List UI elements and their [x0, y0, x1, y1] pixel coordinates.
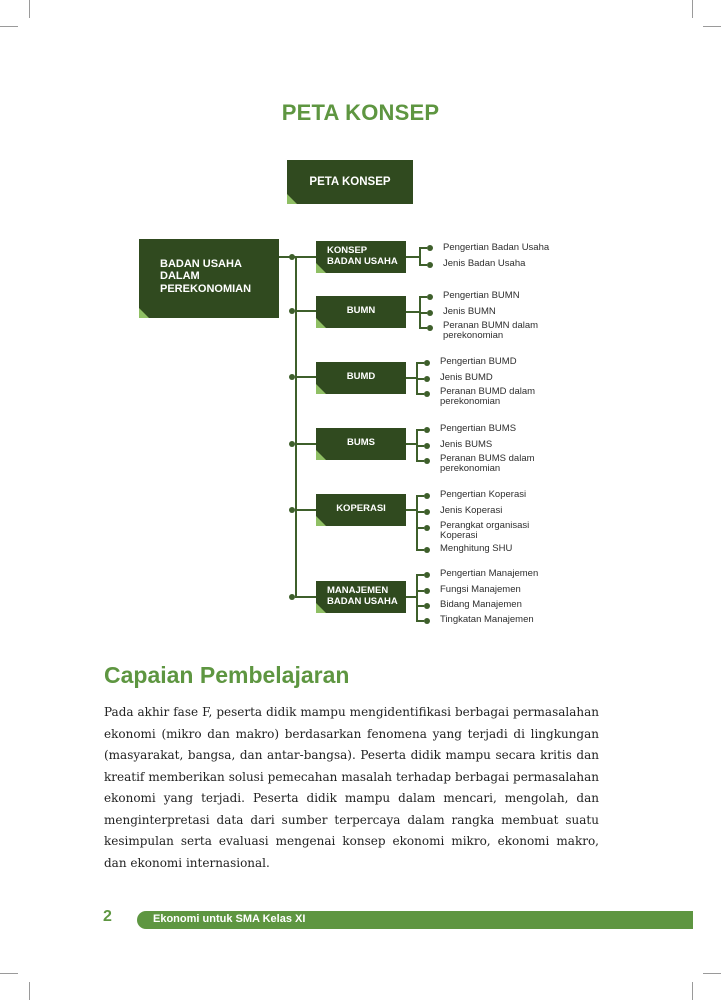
- item-bullet: [424, 588, 430, 594]
- item-bullet: [424, 458, 430, 464]
- branch-item: Fungsi Manajemen: [440, 584, 521, 595]
- branch-label: BUMS: [347, 437, 375, 448]
- branch-item: Pengertian BUMS: [440, 423, 517, 434]
- branch-box-bumd: [316, 362, 406, 394]
- branch-item: Pengertian Koperasi: [440, 489, 527, 500]
- branch-item: Pengertian BUMD: [440, 356, 517, 367]
- item-tick: [419, 264, 427, 266]
- crop-mark: [0, 973, 18, 974]
- branch-box-manajemen-badan-usaha: [316, 581, 406, 613]
- spine-dot: [289, 254, 295, 260]
- branch-box-bumn: [316, 296, 406, 328]
- item-bullet: [427, 262, 433, 268]
- root-box: [139, 239, 279, 318]
- item-tick: [416, 605, 424, 607]
- spine-dot: [289, 594, 295, 600]
- item-tick: [416, 574, 424, 576]
- crop-mark: [692, 982, 693, 1000]
- spine-dot: [289, 308, 295, 314]
- branch-connector: [297, 310, 316, 312]
- branch-item: Pengertian BUMN: [443, 290, 520, 301]
- branch-item: Jenis BUMS: [440, 439, 493, 450]
- item-bracket: [416, 495, 418, 550]
- capaian-body: Pada akhir fase F, peserta didik mampu mengidentifikasi berbagai permasalahan ekonomi (mikro dan makro) berdasarkan fenomena yang terjadi di lingkungan (masyarakat, bangsa, dan antar-bangsa). Peserta didik mampu secara kritis dan kreatif memberikan solusi pemecahan masalah terhadap berbagai permasalahan ekonomi yang terjadi. Peserta didik mampu dalam mencari, mengolah, dan menginterpretasi data dari sumber terpercaya dalam rangka membuat suatu kesimpulan serta evaluasi mengenai konsep ekonomi mikro, ekonomi makro, dan ekonomi internasional.: [104, 705, 599, 870]
- item-bullet: [424, 376, 430, 382]
- branch-item: Peranan BUMN dalam perekonomian: [443, 320, 539, 341]
- branch-tail: [406, 311, 420, 313]
- concept-map-header-label: PETA KONSEP: [309, 176, 391, 188]
- item-bullet: [424, 509, 430, 515]
- branch-label: BUMN: [346, 305, 376, 316]
- branch-label: BUMD: [346, 371, 376, 382]
- crop-mark: [692, 0, 693, 18]
- item-tick: [416, 393, 424, 395]
- item-tick: [416, 362, 424, 364]
- branch-item: Menghitung SHU: [440, 543, 513, 554]
- item-tick: [416, 378, 424, 380]
- branch-item: Pengertian Badan Usaha: [443, 242, 550, 253]
- crop-mark: [703, 973, 721, 974]
- footer-book-title: Ekonomi untuk SMA Kelas XI: [153, 913, 306, 925]
- item-tick: [416, 527, 424, 529]
- branch-tail: [406, 256, 420, 258]
- item-bullet: [424, 603, 430, 609]
- branch-connector: [297, 443, 316, 445]
- branch-connector: [297, 256, 316, 258]
- item-bullet: [424, 547, 430, 553]
- branch-item: Peranan BUMS dalam perekonomian: [440, 453, 535, 474]
- branch-box-bums: [316, 428, 406, 460]
- spine-dot: [289, 441, 295, 447]
- crop-mark: [703, 26, 721, 27]
- item-bullet: [427, 245, 433, 251]
- concept-map-header-box: [287, 160, 413, 204]
- branch-label: KONSEP BADAN USAHA: [327, 245, 398, 267]
- item-bullet: [424, 618, 430, 624]
- branch-item: Jenis Koperasi: [440, 505, 503, 516]
- item-bullet: [424, 443, 430, 449]
- spine-line: [295, 256, 297, 598]
- item-bullet: [424, 427, 430, 433]
- page-title: PETA KONSEP: [281, 100, 440, 125]
- item-bullet: [424, 525, 430, 531]
- item-tick: [416, 445, 424, 447]
- crop-mark: [0, 26, 18, 27]
- branch-item: Jenis BUMD: [440, 372, 493, 383]
- item-tick: [419, 327, 427, 329]
- branch-connector: [297, 376, 316, 378]
- item-tick: [416, 511, 424, 513]
- branch-label: KOPERASI: [336, 503, 386, 514]
- item-tick: [419, 312, 427, 314]
- capaian-heading: Capaian Pembelajaran: [104, 662, 350, 688]
- root-label: BADAN USAHA DALAM PEREKONOMIAN: [160, 258, 252, 295]
- item-tick: [416, 620, 424, 622]
- crop-mark: [29, 0, 30, 18]
- branch-box-koperasi: [316, 494, 406, 526]
- branch-box-konsep-badan-usaha: [316, 241, 406, 273]
- item-bullet: [424, 360, 430, 366]
- item-tick: [419, 247, 427, 249]
- item-tick: [416, 590, 424, 592]
- branch-label: MANAJEMEN BADAN USAHA: [327, 585, 398, 607]
- branch-item: Tingkatan Manajemen: [440, 614, 534, 625]
- item-bullet: [424, 493, 430, 499]
- item-bullet: [427, 325, 433, 331]
- branch-connector: [297, 509, 316, 511]
- footer-bar: [137, 911, 693, 929]
- item-tick: [416, 495, 424, 497]
- item-bracket: [416, 574, 418, 621]
- item-bullet: [424, 572, 430, 578]
- item-tick: [419, 296, 427, 298]
- page-number: 2: [103, 908, 112, 925]
- branch-item: Peranan BUMD dalam perekonomian: [440, 386, 536, 407]
- branch-item: Perangkat organisasi Koperasi: [440, 520, 530, 541]
- item-tick: [416, 549, 424, 551]
- spine-dot: [289, 507, 295, 513]
- item-bullet: [427, 294, 433, 300]
- branch-item: Pengertian Manajemen: [440, 568, 539, 579]
- item-bullet: [424, 391, 430, 397]
- branch-connector: [297, 596, 316, 598]
- branch-item: Bidang Manajemen: [440, 599, 522, 610]
- item-tick: [416, 460, 424, 462]
- item-tick: [416, 429, 424, 431]
- crop-mark: [29, 982, 30, 1000]
- branch-item: Jenis Badan Usaha: [443, 258, 526, 269]
- spine-dot: [289, 374, 295, 380]
- item-bullet: [427, 310, 433, 316]
- branch-item: Jenis BUMN: [443, 306, 496, 317]
